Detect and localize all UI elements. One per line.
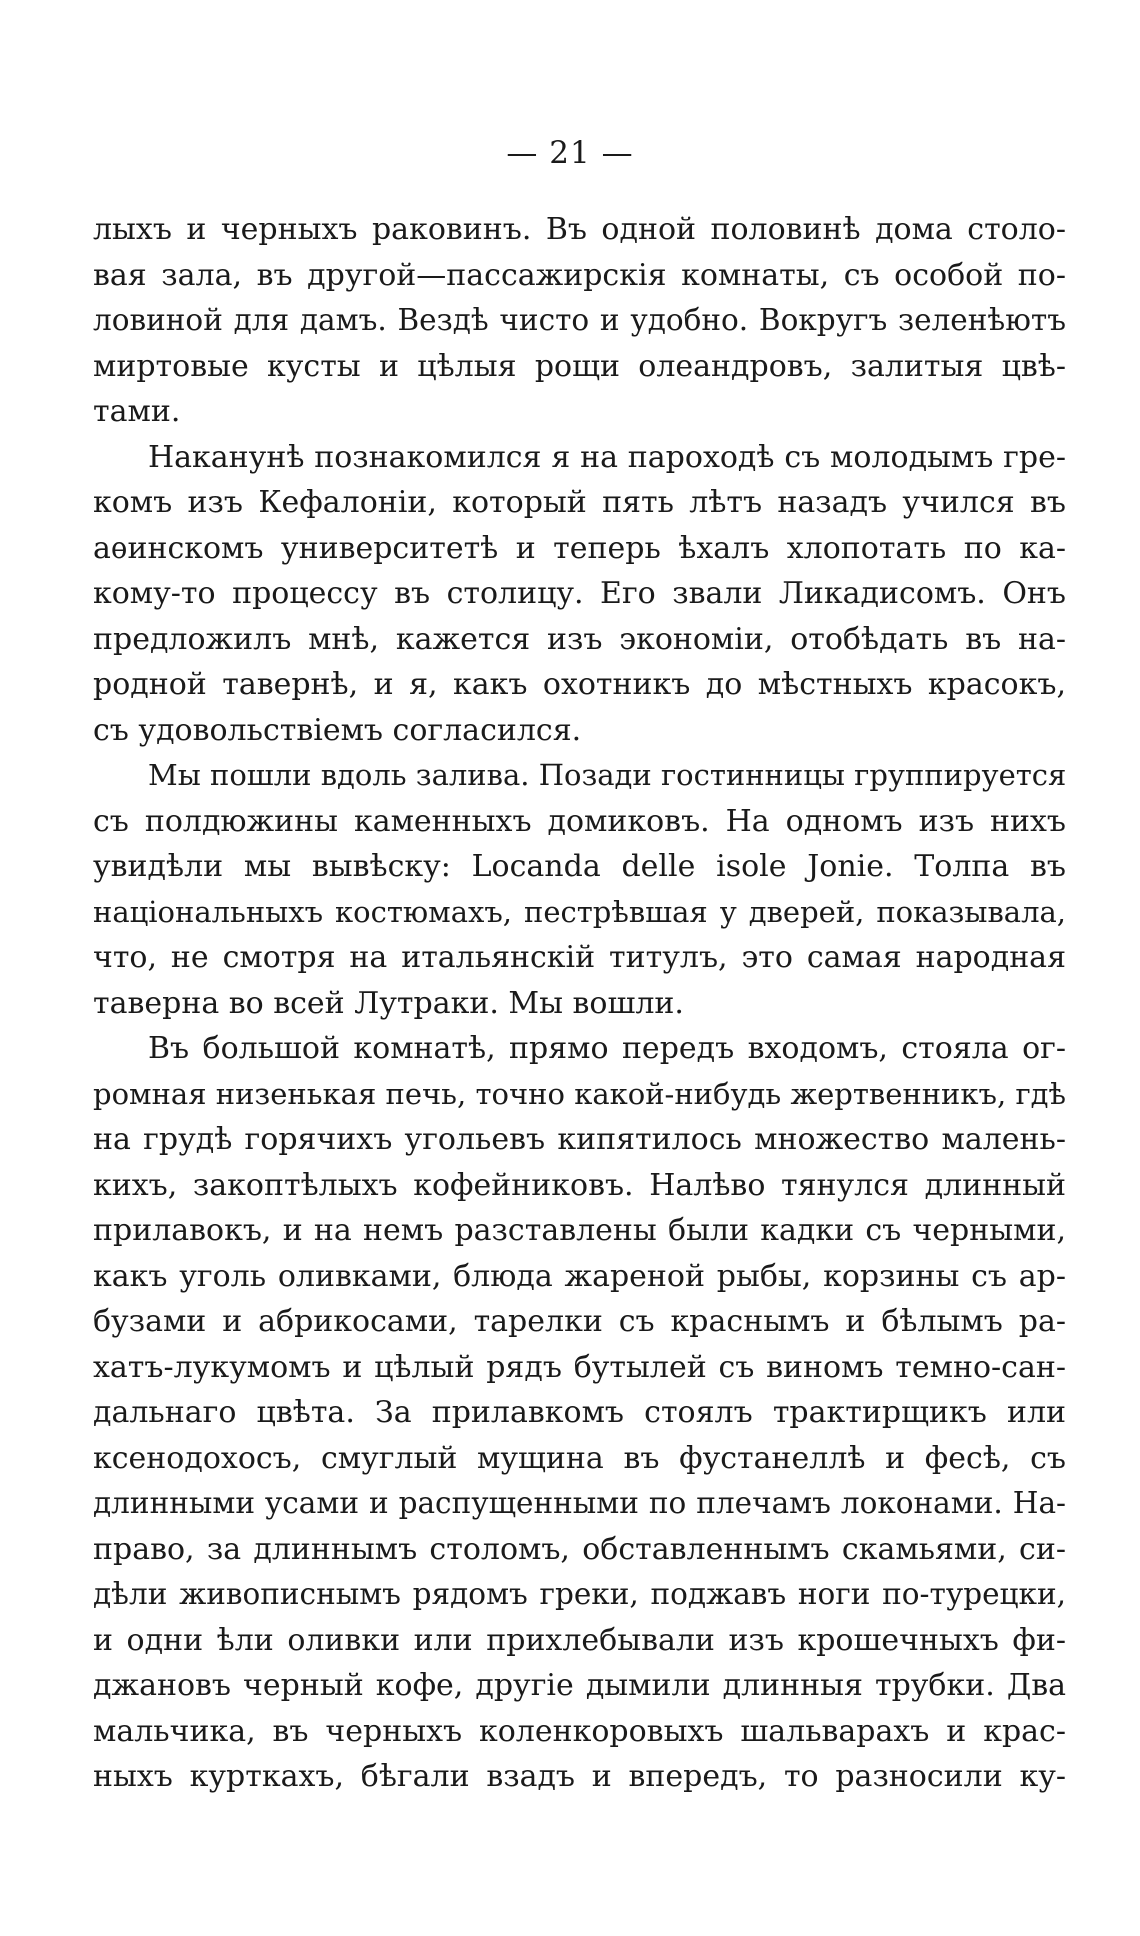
text-line: съ удовольствіемъ согласился. xyxy=(93,712,582,748)
text-line: мальчика, въ черныхъ коленкоровыхъ шальварахъ и крас- xyxy=(93,1713,1066,1749)
text-line: Наканунѣ познакомился я на пароходѣ съ молодымъ гре- xyxy=(148,439,1066,475)
text-line: право, за длиннымъ столомъ, обставленнымъ скамьями, си- xyxy=(93,1531,1066,1567)
text-line: аѳинскомъ университетѣ и теперь ѣхалъ хлопотать по ка- xyxy=(93,530,1066,566)
text-line: ловиной для дамъ. Вездѣ чисто и удобно. Вокругъ зеленѣютъ xyxy=(93,303,1066,337)
text-line: кихъ, закоптѣлыхъ кофейниковъ. Налѣво тянулся длинный xyxy=(93,1167,1066,1203)
text-line: и одни ѣли оливки или прихлебывали изъ крошечныхъ фи- xyxy=(93,1622,1066,1658)
paragraph-3 xyxy=(93,753,1066,1026)
text-line: ксенодохосъ, смуглый мущина въ фустанеллѣ и фесѣ, съ xyxy=(93,1440,1066,1476)
text-line: вая зала, въ другой—пассажирскія комнаты, съ особой по- xyxy=(93,257,1066,293)
text-line: Мы пошли вдоль залива. Позади гостинницы группируется xyxy=(148,758,1066,792)
text-line: ромная низенькая печь, точно какой-нибудь жертвенникъ, гдѣ xyxy=(93,1076,1066,1111)
paragraph-1 xyxy=(93,207,1066,435)
paragraph-4 xyxy=(93,1026,1066,1800)
text-line: прилавокъ, и на немъ разставлены были кадки съ черными, xyxy=(93,1213,1066,1248)
text-line: комъ изъ Кефалоніи, который пять лѣтъ назадъ учился въ xyxy=(93,485,1066,520)
text-line: увидѣли мы вывѣску: Locanda delle isole Jonie. Толпа въ xyxy=(93,849,1066,884)
body-text xyxy=(93,207,1066,1800)
text-line: тами. xyxy=(93,394,181,429)
text-line: на грудѣ горячихъ угольевъ кипятилось множество малень- xyxy=(93,1122,1066,1157)
text-line: родной тавернѣ, и я, какъ охотникъ до мѣстныхъ красокъ, xyxy=(93,667,1066,702)
text-line: Въ большой комнатѣ, прямо передъ входомъ, стояла ог- xyxy=(148,1031,1066,1066)
text-line: лыхъ и черныхъ раковинъ. Въ одной половинѣ дома столо- xyxy=(93,212,1066,247)
text-line: джановъ черный кофе, другіе дымили длинныя трубки. Два xyxy=(93,1668,1066,1703)
text-line: хатъ-лукумомъ и цѣлый рядъ бутылей съ виномъ темно-сан- xyxy=(93,1349,1066,1385)
text-line: предложилъ мнѣ, кажется изъ экономіи, отобѣдать въ на- xyxy=(93,621,1066,657)
text-line: дѣли живописнымъ рядомъ греки, поджавъ ноги по-турецки, xyxy=(93,1577,1066,1611)
text-line: національныхъ костюмахъ, пестрѣвшая у дверей, показывала, xyxy=(93,894,1066,929)
text-line: что, не смотря на итальянскій титулъ, это самая народная xyxy=(93,940,1066,975)
text-line: съ полдюжины каменныхъ домиковъ. На одномъ изъ нихъ xyxy=(93,803,1066,839)
text-line: ныхъ курткахъ, бѣгали взадъ и впередъ, то разносили ку- xyxy=(93,1759,1066,1794)
text-line: длинными усами и распущенными по плечамъ локонами. На- xyxy=(93,1486,1066,1520)
page-number: — 21 — xyxy=(506,135,634,171)
text-line: миртовые кусты и цѣлыя рощи олеандровъ, залитыя цвѣ- xyxy=(93,348,1066,384)
text-line: дальнаго цвѣта. За прилавкомъ стоялъ трактирщикъ или xyxy=(93,1395,1066,1430)
text-line: таверна во всей Лутраки. Мы вошли. xyxy=(93,985,684,1021)
paragraph-2 xyxy=(93,435,1066,754)
text-line: какъ уголь оливками, блюда жареной рыбы, корзины съ ар- xyxy=(93,1258,1066,1294)
text-line: бузами и абрикосами, тарелки съ краснымъ и бѣлымъ ра- xyxy=(93,1304,1066,1339)
text-line: кому-то процессу въ столицу. Его звали Ликадисомъ. Онъ xyxy=(93,576,1066,611)
